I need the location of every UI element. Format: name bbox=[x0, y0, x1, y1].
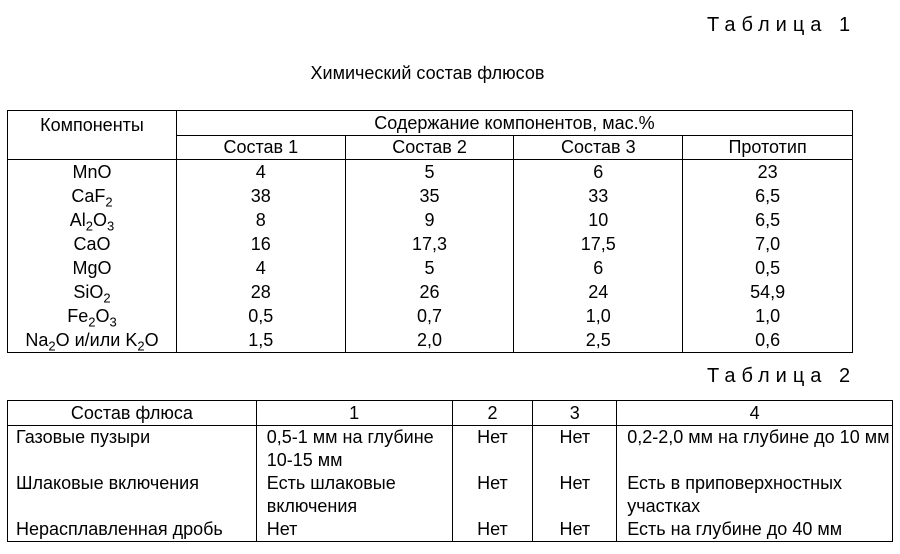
value-cell: 1,5 bbox=[176, 328, 345, 353]
column-header: Состав 2 bbox=[345, 136, 514, 160]
column-header: Состав флюса bbox=[8, 401, 257, 426]
value-cell: 6,5 bbox=[683, 184, 853, 208]
value-cell: 33 bbox=[514, 184, 683, 208]
component-formula: $Al_2O_3$ bbox=[8, 208, 177, 232]
value-cell: 0,7 bbox=[345, 304, 514, 328]
flux-defects-table bbox=[7, 400, 893, 542]
value-cell: 17,3 bbox=[345, 232, 514, 256]
value-cell: 6 bbox=[514, 256, 683, 280]
result-cell: Есть в приповерхностных участках bbox=[617, 472, 893, 518]
component-formula: CaF$_2$ bbox=[8, 184, 177, 208]
value-cell: 4 bbox=[176, 160, 345, 185]
table-row bbox=[8, 256, 853, 280]
result-cell: Нет bbox=[452, 472, 533, 518]
content-header: Содержание компонентов, мас.% bbox=[176, 111, 852, 136]
result-cell: Есть шлаковые включения bbox=[256, 472, 452, 518]
component-formula: $Fe_2O_3$ bbox=[8, 304, 177, 328]
result-cell: Нет bbox=[533, 426, 617, 473]
value-cell: 5 bbox=[345, 160, 514, 185]
value-cell: 0,5 bbox=[683, 256, 853, 280]
component-formula: $Na_2O$ и/или $K_2O$ bbox=[8, 328, 177, 353]
value-cell: 8 bbox=[176, 208, 345, 232]
table-row bbox=[8, 426, 893, 473]
value-cell: 5 bbox=[345, 256, 514, 280]
value-cell: 54,9 bbox=[683, 280, 853, 304]
value-cell: 4 bbox=[176, 256, 345, 280]
table-2-label: Таблица 2 bbox=[707, 365, 857, 387]
table-row bbox=[8, 232, 853, 256]
value-cell: 0,5 bbox=[176, 304, 345, 328]
table-row bbox=[8, 328, 853, 353]
value-cell: 17,5 bbox=[514, 232, 683, 256]
result-cell: 0,2-2,0 мм на глубине до 10 мм bbox=[617, 426, 893, 473]
result-cell: Нет bbox=[256, 518, 452, 542]
value-cell: 2,0 bbox=[345, 328, 514, 353]
value-cell: 7,0 bbox=[683, 232, 853, 256]
defect-name: Нерасплавленная дробь bbox=[8, 518, 257, 542]
components-header: Компоненты bbox=[8, 111, 177, 160]
component-formula: MnO bbox=[8, 160, 177, 185]
value-cell: 6 bbox=[514, 160, 683, 185]
value-cell: 35 bbox=[345, 184, 514, 208]
column-header: Состав 1 bbox=[176, 136, 345, 160]
result-cell: Нет bbox=[452, 426, 533, 473]
result-cell: Нет bbox=[533, 472, 617, 518]
result-cell: Нет bbox=[533, 518, 617, 542]
table-row bbox=[8, 160, 853, 185]
component-formula: MgO bbox=[8, 256, 177, 280]
defect-name: Газовые пузыри bbox=[8, 426, 257, 473]
column-header: Состав 3 bbox=[514, 136, 683, 160]
result-cell: Есть на глубине до 40 мм bbox=[617, 518, 893, 542]
result-cell: Нет bbox=[452, 518, 533, 542]
column-header: Прототип bbox=[683, 136, 853, 160]
value-cell: 0,6 bbox=[683, 328, 853, 353]
value-cell: 16 bbox=[176, 232, 345, 256]
result-cell: 0,5-1 мм на глубине 10-15 мм bbox=[256, 426, 452, 473]
value-cell: 1,0 bbox=[514, 304, 683, 328]
value-cell: 28 bbox=[176, 280, 345, 304]
column-header: 3 bbox=[533, 401, 617, 426]
column-header: 2 bbox=[452, 401, 533, 426]
value-cell: 9 bbox=[345, 208, 514, 232]
value-cell: 26 bbox=[345, 280, 514, 304]
value-cell: 2,5 bbox=[514, 328, 683, 353]
value-cell: 10 bbox=[514, 208, 683, 232]
table-row bbox=[8, 280, 853, 304]
value-cell: 1,0 bbox=[683, 304, 853, 328]
value-cell: 6,5 bbox=[683, 208, 853, 232]
table-row bbox=[8, 518, 893, 542]
value-cell: 23 bbox=[683, 160, 853, 185]
table-row bbox=[8, 472, 893, 518]
component-formula: SiO$_2$ bbox=[8, 280, 177, 304]
component-formula: CaO bbox=[8, 232, 177, 256]
table-1-label: Таблица 1 bbox=[707, 14, 857, 36]
column-header: 4 bbox=[617, 401, 893, 426]
chemical-composition-table bbox=[7, 110, 853, 353]
defect-name: Шлаковые включения bbox=[8, 472, 257, 518]
value-cell: 24 bbox=[514, 280, 683, 304]
table-row bbox=[8, 184, 853, 208]
column-header: 1 bbox=[256, 401, 452, 426]
table-row bbox=[8, 208, 853, 232]
table-row bbox=[8, 304, 853, 328]
value-cell: 38 bbox=[176, 184, 345, 208]
table-1-title: Химический состав флюсов bbox=[310, 63, 545, 83]
